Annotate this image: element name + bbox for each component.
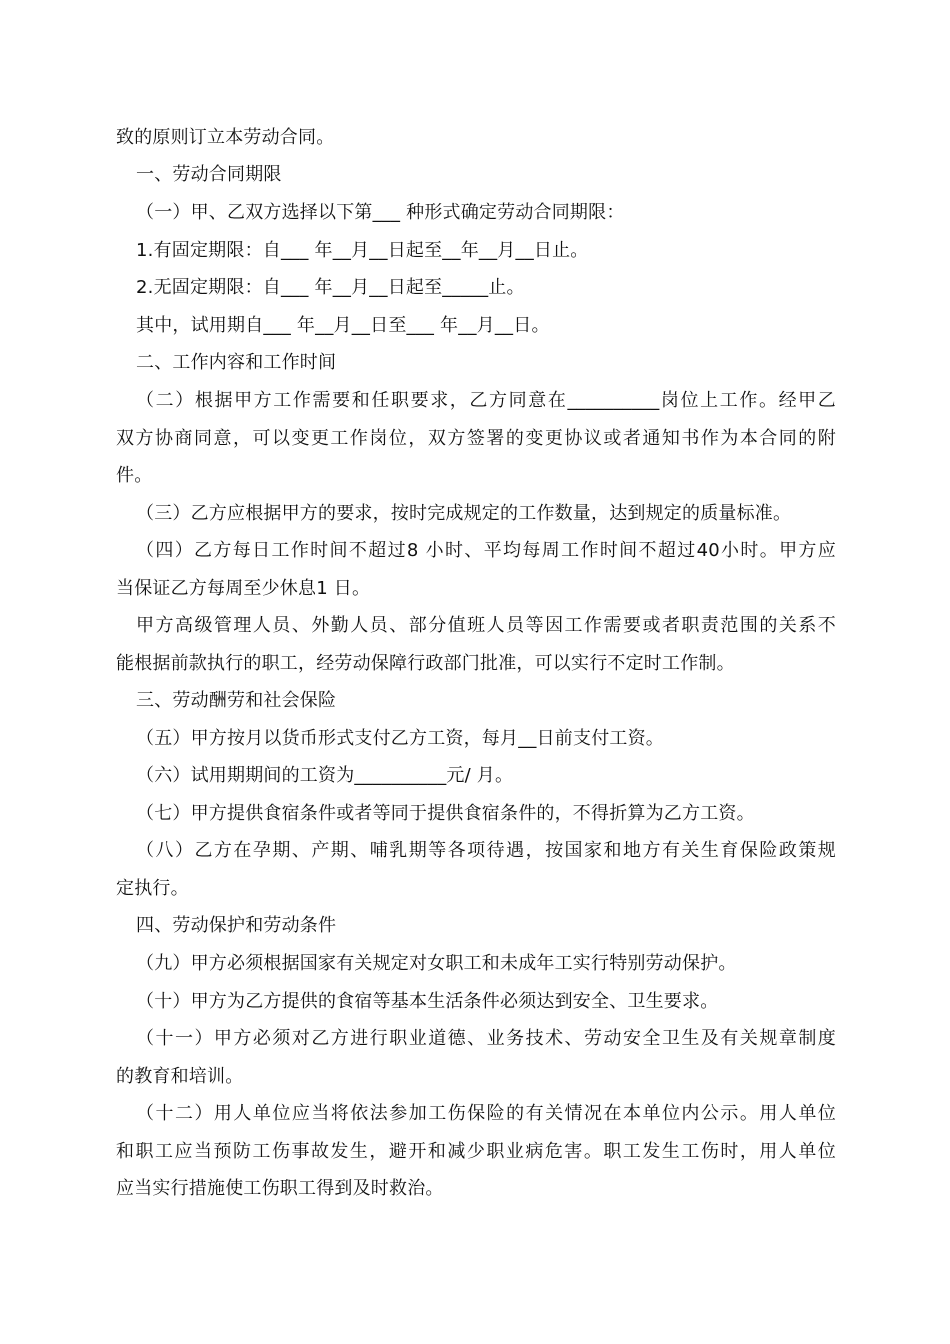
- paragraph-line: （五）甲方按月以货币形式支付乙方工资，每月__日前支付工资。: [136, 728, 664, 749]
- paragraph-line: 的教育和培训。: [116, 1066, 244, 1087]
- paragraph-line: 双方协商同意，可以变更工作岗位，双方签署的变更协议或者通知书作为本合同的附: [116, 428, 836, 449]
- paragraph-line: （八）乙方在孕期、产期、哺乳期等各项待遇，按国家和地方有关生育保险政策规: [136, 840, 836, 861]
- paragraph-line: （二）根据甲方工作需要和任职要求，乙方同意在__________岗位上工作。经甲乙: [136, 390, 836, 411]
- paragraph-line: 2.无固定期限：自___ 年__月__日起至_____止。: [136, 277, 525, 298]
- paragraph-line: 件。: [116, 465, 153, 486]
- paragraph-line: 1.有固定期限：自___ 年__月__日起至__年__月__日止。: [136, 240, 589, 261]
- paragraph-line: （十二）用人单位应当将依法参加工伤保险的有关情况在本单位内公示。用人单位: [136, 1103, 836, 1124]
- paragraph-line: （十）甲方为乙方提供的食宿等基本生活条件必须达到安全、卫生要求。: [136, 991, 719, 1012]
- paragraph-line: （九）甲方必须根据国家有关规定对女职工和未成年工实行特别劳动保护。: [136, 953, 737, 974]
- paragraph-line: （四）乙方每日工作时间不超过8 小时、平均每周工作时间不超过40小时。甲方应: [136, 540, 836, 561]
- paragraph-line: 其中，试用期自___ 年__月__日至___ 年__月__日。: [136, 315, 550, 336]
- paragraph-line: （三）乙方应根据甲方的要求，按时完成规定的工作数量，达到规定的质量标准。: [136, 503, 792, 524]
- section-heading: 二、工作内容和工作时间: [136, 352, 337, 373]
- section-heading: 一、劳动合同期限: [136, 164, 282, 185]
- paragraph-line: 当保证乙方每周至少休息1 日。: [116, 578, 371, 599]
- section-heading: 四、劳动保护和劳动条件: [136, 915, 337, 936]
- paragraph-line: 甲方高级管理人员、外勤人员、部分值班人员等因工作需要或者职责范围的关系不: [136, 615, 836, 636]
- paragraph-line: 能根据前款执行的职工，经劳动保障行政部门批准，可以实行不定时工作制。: [116, 653, 735, 674]
- paragraph-line: （七）甲方提供食宿条件或者等同于提供食宿条件的，不得折算为乙方工资。: [136, 803, 755, 824]
- paragraph-line: 和职工应当预防工伤事故发生，避开和减少职业病危害。职工发生工伤时，用人单位: [116, 1141, 836, 1162]
- section-heading: 三、劳动酬劳和社会保险: [136, 690, 337, 711]
- paragraph-line: （一）甲、乙双方选择以下第___ 种形式确定劳动合同期限：: [136, 202, 625, 223]
- paragraph-line: （六）试用期期间的工资为__________元/ 月。: [136, 765, 514, 786]
- paragraph-line: 致的原则订立本劳动合同。: [116, 127, 335, 148]
- paragraph-line: （十一）甲方必须对乙方进行职业道德、业务技术、劳动安全卫生及有关规章制度: [136, 1028, 836, 1049]
- paragraph-line: 应当实行措施使工伤职工得到及时救治。: [116, 1178, 444, 1199]
- paragraph-line: 定执行。: [116, 878, 189, 899]
